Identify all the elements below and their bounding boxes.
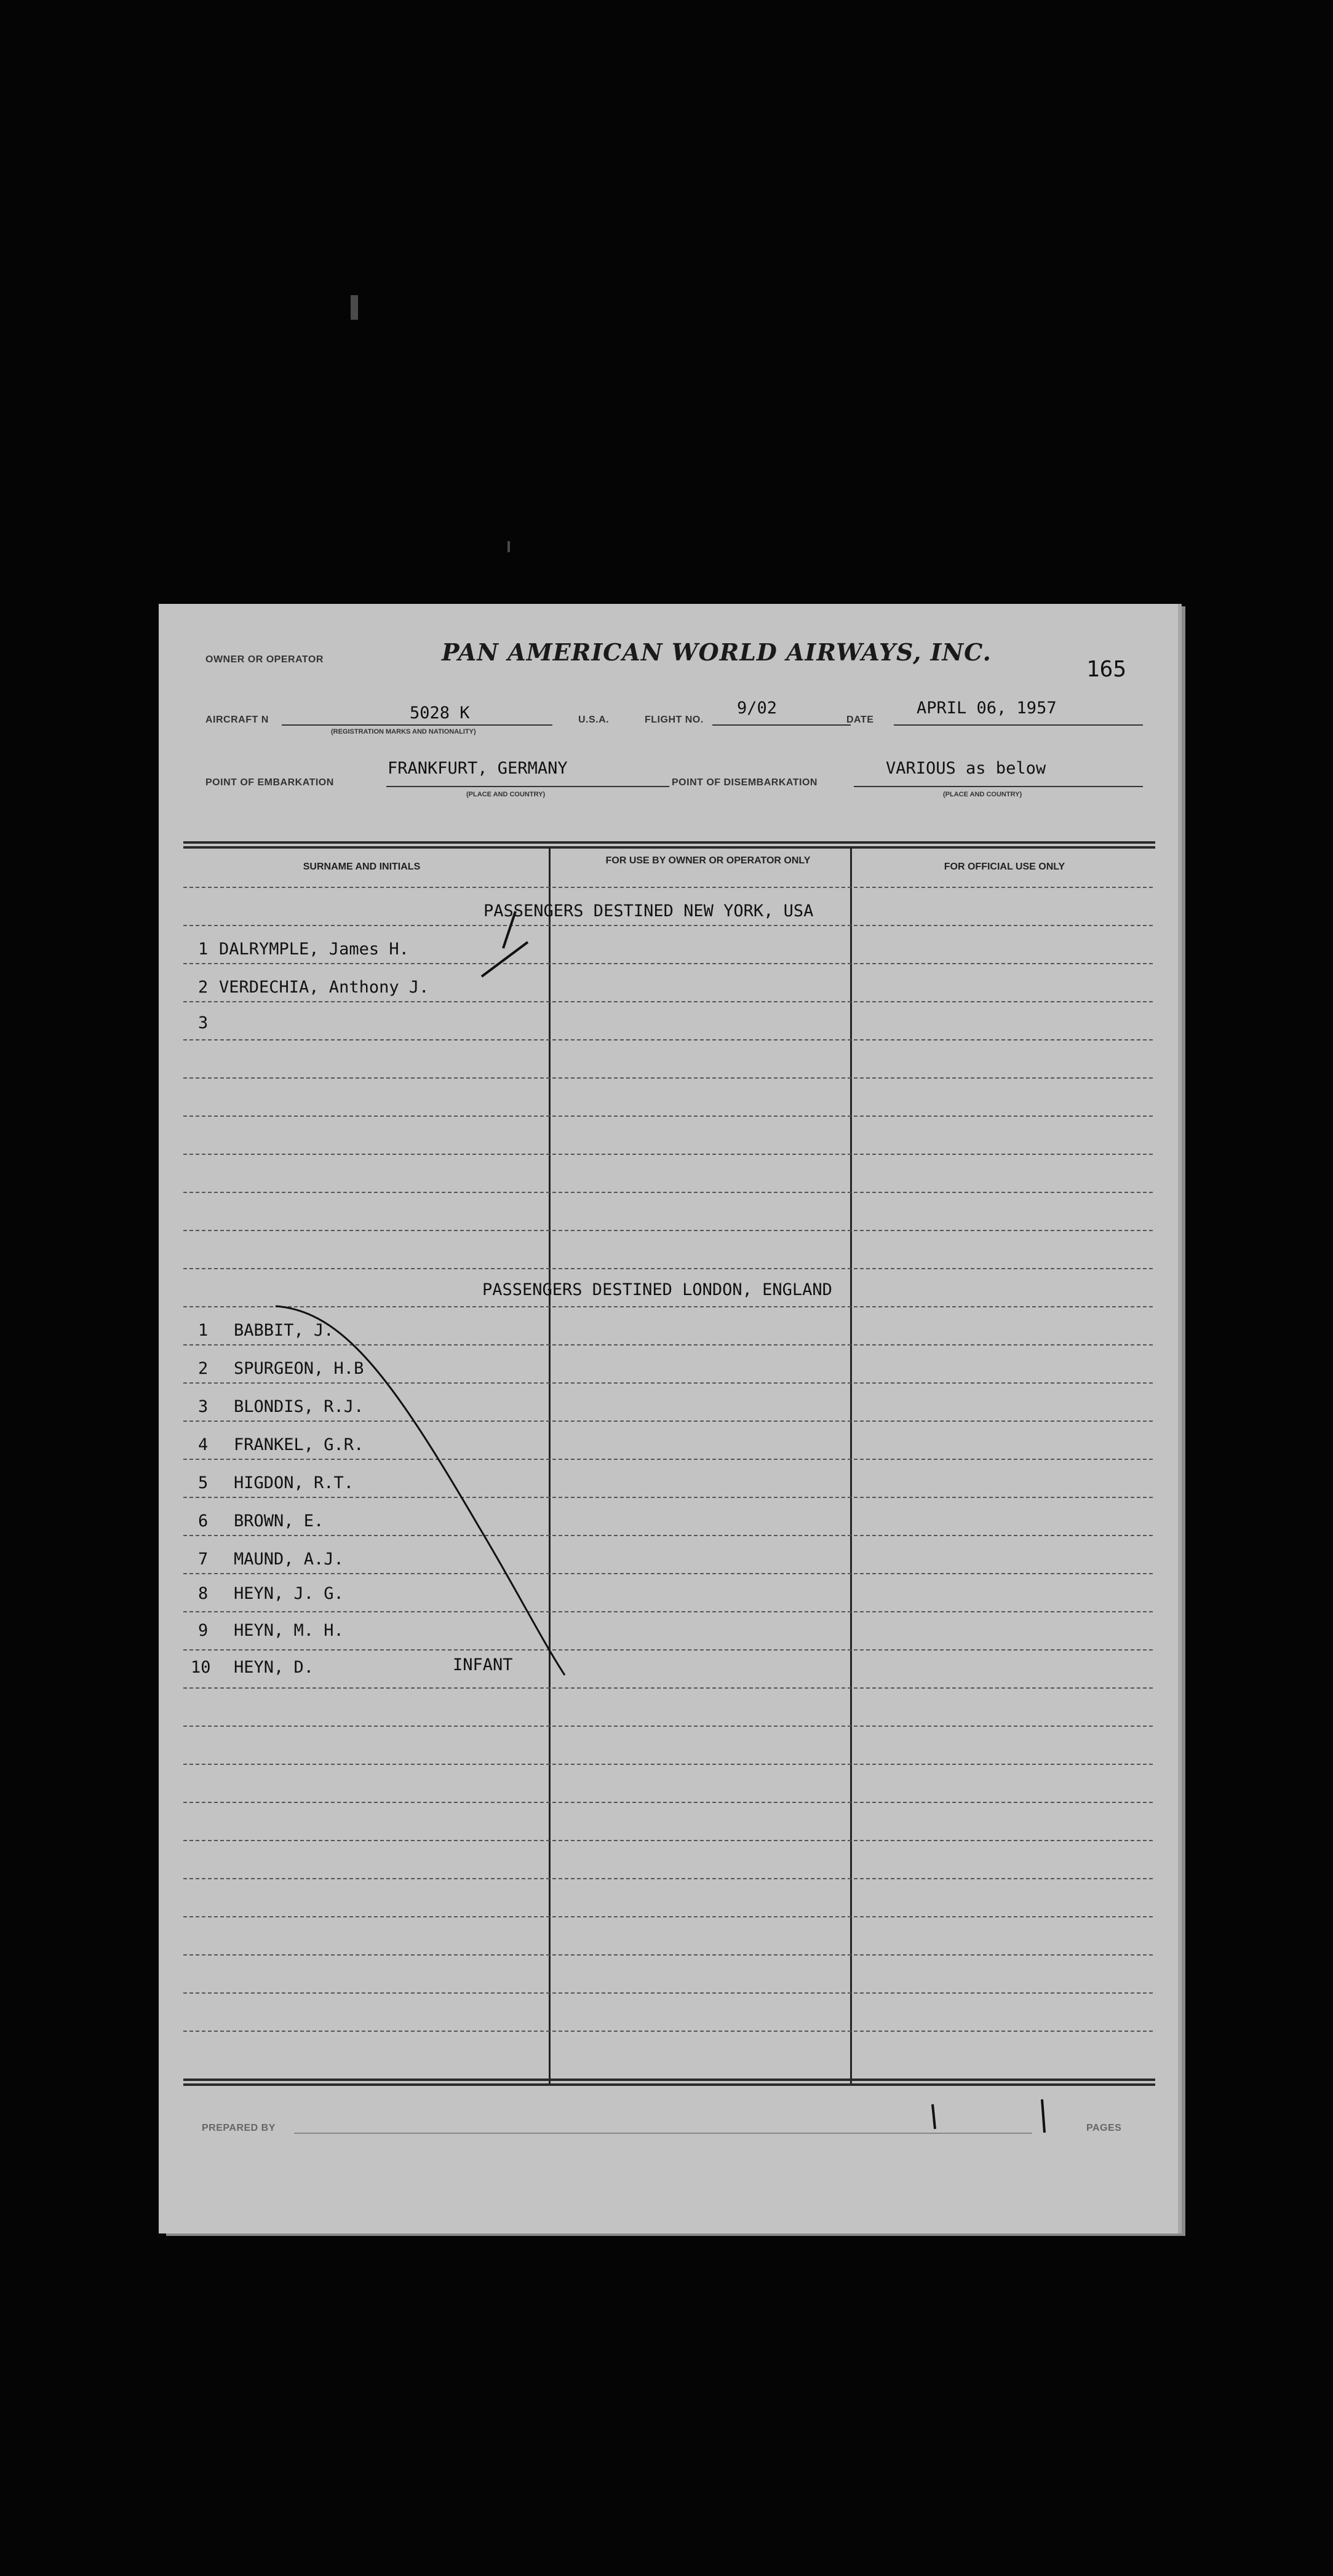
- passenger-name: DALRYMPLE, James H.: [219, 940, 409, 959]
- pen-stroke: [276, 1306, 565, 1675]
- row-number: 7: [198, 1550, 209, 1569]
- section-heading-london: PASSENGERS DESTINED LONDON, ENGLAND: [482, 1280, 832, 1299]
- row-number: 2: [198, 978, 209, 997]
- passenger-name: HEYN, J. G.: [234, 1584, 344, 1603]
- passenger-name: HEYN, M. H.: [234, 1621, 344, 1640]
- row-number: 9: [198, 1621, 209, 1640]
- row-number: 10: [191, 1658, 211, 1677]
- page-number: 165: [1086, 657, 1127, 682]
- nationality: U.S.A.: [578, 715, 610, 725]
- film-speck: [507, 541, 510, 552]
- row-number: 6: [198, 1512, 209, 1531]
- pen-marks: [159, 604, 1178, 2233]
- aircraft-label: AIRCRAFT N: [205, 715, 269, 725]
- column-header-name: SURNAME AND INITIALS: [303, 862, 421, 872]
- row-number: 3: [198, 1397, 209, 1416]
- passenger-name: FRANKEL, G.R.: [234, 1435, 364, 1454]
- row-number: 1: [198, 940, 209, 959]
- flight-label: FLIGHT NO.: [645, 715, 704, 725]
- date-label: DATE: [846, 715, 874, 725]
- passenger-name: MAUND, A.J.: [234, 1550, 344, 1569]
- row-number: 3: [198, 1013, 209, 1032]
- row-number: 2: [198, 1359, 209, 1378]
- row-number: 5: [198, 1473, 209, 1492]
- pages-label: PAGES: [1086, 2123, 1122, 2133]
- embarkation-note: (PLACE AND COUNTRY): [466, 791, 546, 798]
- passenger-manifest-sheet: [159, 604, 1178, 2233]
- embarkation-value: FRANKFURT, GERMANY: [388, 759, 568, 778]
- passenger-name: BROWN, E.: [234, 1512, 324, 1531]
- passenger-name: HEYN, D.: [234, 1658, 314, 1677]
- row-number: 1: [198, 1321, 209, 1340]
- date-value: APRIL 06, 1957: [917, 699, 1057, 718]
- registration-note: (REGISTRATION MARKS AND NATIONALITY): [331, 728, 476, 735]
- pen-tick: [933, 2099, 1045, 2133]
- column-header-official: FOR OFFICIAL USE ONLY: [944, 862, 1065, 872]
- passenger-name: VERDECHIA, Anthony J.: [219, 978, 429, 997]
- row-number: 4: [198, 1435, 209, 1454]
- disembarkation-value: VARIOUS as below: [886, 759, 1046, 778]
- section-heading-new-york: PASSENGERS DESTINED NEW YORK, USA: [483, 902, 814, 921]
- passenger-name: HIGDON, R.T.: [234, 1473, 354, 1492]
- passenger-name: BABBIT, J.: [234, 1321, 334, 1340]
- owner-label: OWNER OR OPERATOR: [205, 654, 324, 665]
- film-speck: [351, 295, 358, 320]
- flight-number: 9/02: [737, 699, 778, 718]
- passenger-name: SPURGEON, H.B: [234, 1359, 364, 1378]
- row-number: 8: [198, 1584, 209, 1603]
- check-mark: [482, 911, 528, 977]
- disembarkation-note: (PLACE AND COUNTRY): [943, 791, 1022, 798]
- passenger-name: BLONDIS, R.J.: [234, 1397, 364, 1416]
- disembarkation-label: POINT OF DISEMBARKATION: [672, 777, 818, 788]
- column-header-owner: FOR USE BY OWNER OR OPERATOR ONLY: [605, 855, 811, 866]
- passenger-note: INFANT: [453, 1655, 513, 1674]
- embarkation-label: POINT OF EMBARKATION: [205, 777, 334, 788]
- prepared-by-label: PREPARED BY: [202, 2123, 276, 2133]
- aircraft-value: 5028 K: [410, 703, 470, 723]
- airline-name: PAN AMERICAN WORLD AIRWAYS, INC.: [442, 638, 992, 666]
- prepared-by-underline: [294, 2133, 1032, 2134]
